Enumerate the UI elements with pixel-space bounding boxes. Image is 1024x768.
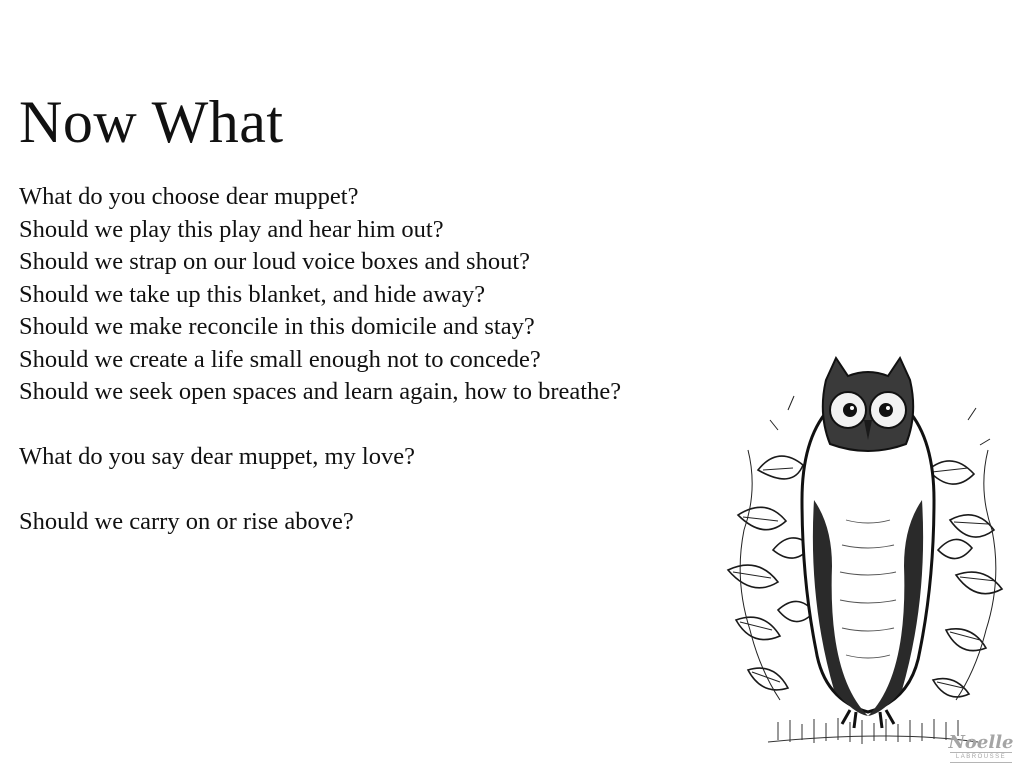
poem-line: What do you choose dear muppet? <box>19 183 359 210</box>
poem-line: Should we strap on our loud voice boxes and shout? <box>19 248 531 275</box>
poem-line: Should we play this play and hear him out? <box>19 215 444 243</box>
poem-line: Should we seek open spaces and learn again, how to breathe? <box>19 378 622 405</box>
poem-blank-line <box>19 474 621 507</box>
slide-title: Now What <box>19 89 284 155</box>
owl-illustration <box>718 350 1018 758</box>
poem-line: Should we take up this blanket, and hide away? <box>19 280 486 308</box>
poem-line: Should we make reconcile in this domicile and stay? <box>19 313 535 340</box>
poem-line: Should we create a life small enough not to concede? <box>19 345 541 373</box>
poem-line: What do you say dear muppet, my love? <box>19 443 415 470</box>
poem-blank-line <box>19 409 621 442</box>
noelle-logo <box>944 734 1018 764</box>
logo-subtitle: LABROUSSE <box>950 752 1012 763</box>
owl-icon <box>718 350 1018 758</box>
poem <box>19 181 621 539</box>
poem-line: Should we carry on or rise above? <box>19 508 354 535</box>
logo-name: Noelle <box>948 732 1014 753</box>
